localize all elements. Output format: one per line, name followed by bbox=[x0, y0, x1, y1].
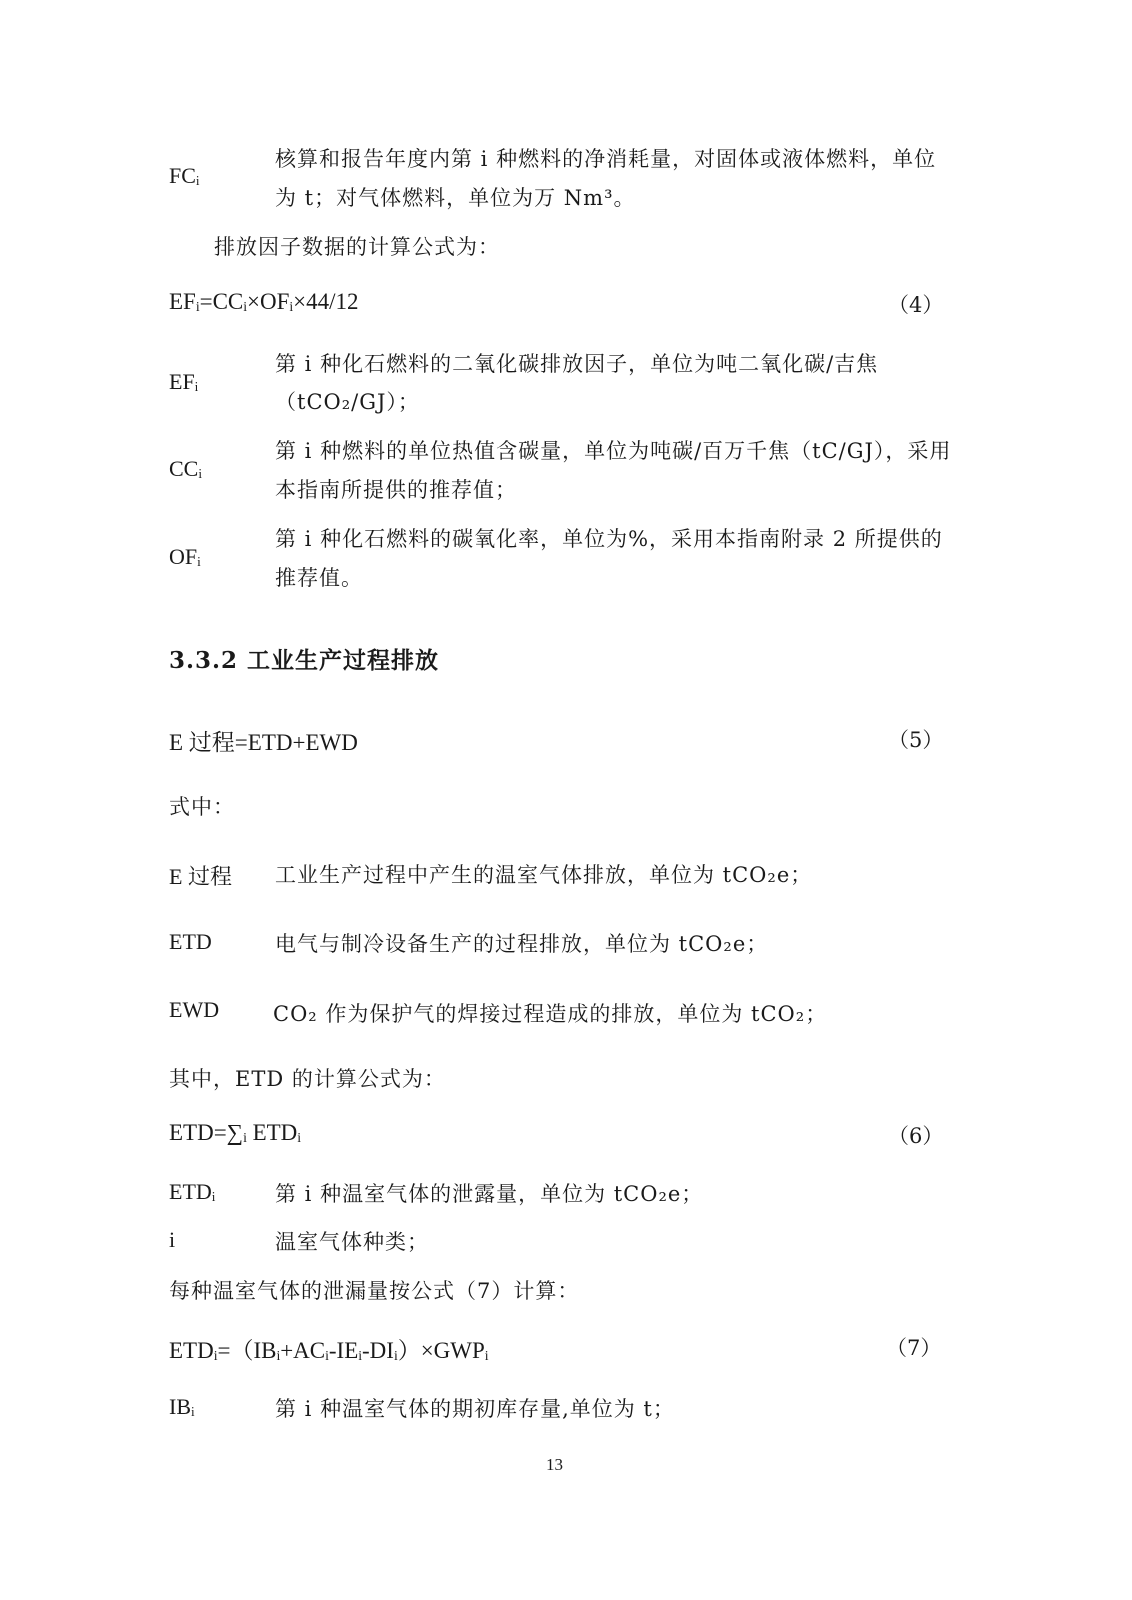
equation-6-number: （6） bbox=[888, 1124, 944, 1148]
emission-factor-intro: 排放因子数据的计算公式为： bbox=[214, 235, 500, 259]
equation-5: E 过程=ETD+EWD bbox=[169, 730, 358, 755]
cc-definition-line-1: 第 i 种燃料的单位热值含碳量，单位为吨碳/百万千焦（tC/GJ），采用 bbox=[275, 439, 952, 463]
symbol-ib: IBᵢ bbox=[169, 1394, 195, 1419]
symbol-i: i bbox=[169, 1227, 176, 1252]
where-label: 式中： bbox=[169, 795, 235, 819]
equation-4: EFᵢ=CCᵢ×OFᵢ×44/12 bbox=[169, 289, 359, 314]
ewd-definition: CO₂ 作为保护气的焊接过程造成的排放，单位为 tCO₂； bbox=[273, 1002, 828, 1026]
i-definition: 温室气体种类； bbox=[275, 1230, 429, 1254]
page-number: 13 bbox=[546, 1455, 563, 1474]
equation-6: ETD=∑ᵢ ETDᵢ bbox=[169, 1120, 302, 1145]
equation-7: ETDᵢ=（IBᵢ+ACᵢ-IEᵢ-DIᵢ）×GWPᵢ bbox=[169, 1338, 489, 1363]
fc-definition-line-2: 为 t；对气体燃料，单位为万 Nm³。 bbox=[275, 186, 636, 210]
leak-formula-intro: 每种温室气体的泄漏量按公式（7）计算： bbox=[169, 1279, 580, 1303]
fc-definition-line-1: 核算和报告年度内第 i 种燃料的净消耗量，对固体或液体燃料，单位 bbox=[275, 147, 937, 171]
equation-7-number: （7） bbox=[886, 1336, 942, 1360]
symbol-etd-i: ETDᵢ bbox=[169, 1179, 216, 1204]
cc-definition-line-2: 本指南所提供的推荐值； bbox=[275, 478, 517, 502]
equation-4-number: （4） bbox=[888, 293, 944, 317]
etd-i-definition: 第 i 种温室气体的泄露量，单位为 tCO₂e； bbox=[275, 1182, 704, 1206]
symbol-of: OFᵢ bbox=[169, 544, 201, 569]
ef-definition-line-1: 第 i 种化石燃料的二氧化碳排放因子，单位为吨二氧化碳/吉焦 bbox=[275, 352, 879, 376]
etd-definition: 电气与制冷设备生产的过程排放，单位为 tCO₂e； bbox=[275, 932, 769, 956]
symbol-ewd: EWD bbox=[169, 997, 220, 1022]
section-heading: 3.3.2 工业生产过程排放 bbox=[169, 647, 440, 674]
e-process-definition: 工业生产过程中产生的温室气体排放，单位为 tCO₂e； bbox=[275, 863, 813, 887]
ef-definition-line-2: （tCO₂/GJ）； bbox=[275, 390, 420, 414]
ib-definition: 第 i 种温室气体的期初库存量,单位为 t； bbox=[275, 1397, 675, 1421]
symbol-ef: EFᵢ bbox=[169, 369, 199, 394]
equation-5-number: （5） bbox=[888, 728, 944, 752]
of-definition-line-2: 推荐值。 bbox=[275, 566, 363, 590]
symbol-cc: CCᵢ bbox=[169, 456, 202, 481]
symbol-fc: FCᵢ bbox=[169, 163, 200, 188]
symbol-e-process: E 过程 bbox=[169, 864, 232, 889]
symbol-etd: ETD bbox=[169, 929, 212, 954]
etd-formula-intro: 其中，ETD 的计算公式为： bbox=[169, 1067, 446, 1091]
of-definition-line-1: 第 i 种化石燃料的碳氧化率，单位为%，采用本指南附录 2 所提供的 bbox=[275, 527, 943, 551]
